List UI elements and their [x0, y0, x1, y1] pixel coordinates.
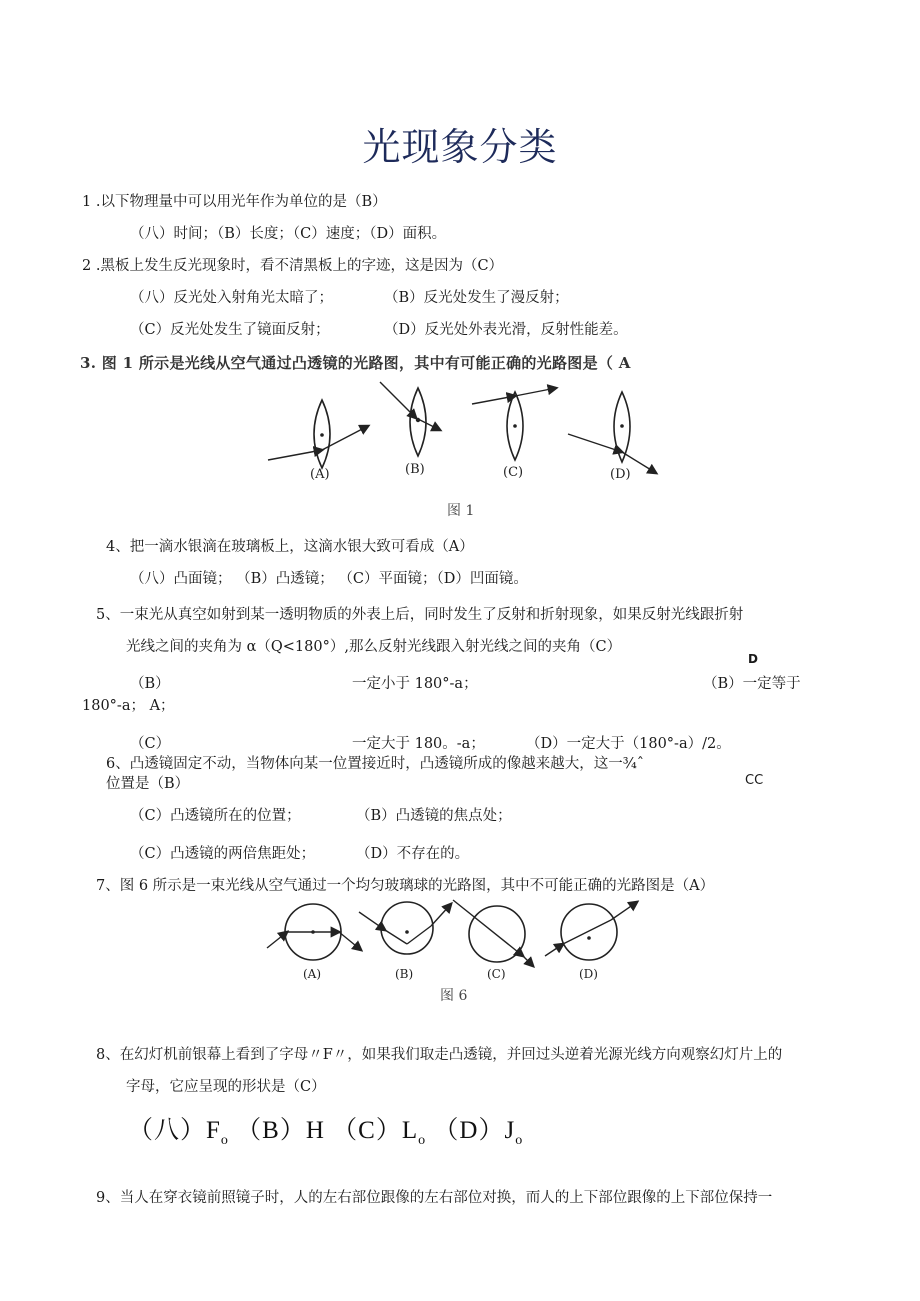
question-6-mark: CC: [745, 773, 764, 788]
figure-1-label-b: (B): [405, 462, 425, 477]
figure-1-lens-b: [380, 382, 440, 456]
question-2-option-a: （八）反光处入射角光太暗了；: [130, 290, 333, 306]
figure-1-lens-c: [472, 388, 556, 460]
figure-6-sphere-d: [545, 902, 637, 960]
question-8-options: [128, 1110, 523, 1149]
question-6-option-d: （D）不存在的。: [356, 846, 470, 862]
figure-1-lens-a: [268, 400, 368, 468]
figure-6-sphere-c: [453, 900, 533, 966]
figure-1-label-d: (D): [610, 467, 631, 482]
option-b-letter: H: [305, 1117, 325, 1144]
question-5-continuation: 180°-a； A；: [82, 698, 175, 714]
figure-6-label-a: (A): [303, 967, 322, 981]
figure-6-label-d: (D): [579, 967, 598, 981]
option-c-label: （C）: [332, 1117, 402, 1144]
figure-1-label-c: (C): [503, 465, 524, 480]
option-a-label: （八）: [128, 1117, 207, 1144]
question-5-option-b-label: （B）: [130, 676, 170, 692]
question-6-line-2: 位置是（B）: [106, 776, 190, 792]
figure-1-label-a: (A): [310, 467, 330, 482]
figure-6-label-c: (C): [487, 967, 506, 981]
question-7: 7、图 6 所示是一束光线从空气通过一个均匀玻璃球的光路图，其中不可能正确的光路图是（A）: [96, 878, 715, 894]
figure-6-sphere-b: [359, 902, 451, 954]
option-b-label: （B）: [236, 1117, 306, 1144]
question-5-mark: D: [748, 652, 758, 666]
question-8-line-1: 8、在幻灯机前银幕上看到了字母〃F〃，如果我们取走凸透镜，并回过头逆着光源光线方向观察幻灯片上的: [96, 1047, 783, 1063]
question-2-option-c: （C）反光处发生了镜面反射；: [130, 322, 330, 338]
figure-6: [265, 898, 645, 988]
figure-6-caption: 图 6: [440, 988, 468, 1004]
option-c-letter: L: [401, 1117, 419, 1144]
option-d-sub: o: [515, 1133, 524, 1148]
question-2: 2 .黑板上发生反光现象时，看不清黑板上的字迹，这是因为（C）: [82, 258, 504, 274]
question-5-option-b-text: 一定小于 180°-a；: [352, 676, 478, 692]
question-3: 3. 图 1 所示是光线从空气通过凸透镜的光路图，其中有可能正确的光路图是（ A: [80, 354, 631, 372]
question-9: 9、当人在穿衣镜前照镜子时，人的左右部位跟像的左右部位对换，而人的上下部位跟像的上下部位保持一: [96, 1190, 773, 1206]
figure-1: [260, 378, 670, 488]
question-5-option-b2: （B）一定等于: [703, 676, 801, 692]
question-6-option-b: （B）凸透镜的焦点处；: [356, 808, 512, 824]
question-5-line-2: 光线之间的夹角为 α（Q<180°）,那么反射光线跟入射光线之间的夹角（C）: [126, 639, 622, 655]
question-4-options: （八）凸面镜； （B）凸透镜； （C）平面镜；（D）凹面镜。: [130, 571, 528, 587]
question-5-option-d: （D）一定大于（180°-a）/2。: [526, 736, 731, 752]
option-d-letter: J: [504, 1117, 516, 1144]
page-title: 光现象分类: [362, 125, 558, 169]
question-2-option-d: （D）反光处外表光滑，反射性能差。: [384, 322, 628, 338]
option-a-sub: o: [220, 1133, 229, 1148]
figure-1-lens-d: [568, 392, 656, 473]
question-2-option-b: （B）反光处发生了漫反射；: [384, 290, 569, 306]
option-c-sub: o: [418, 1133, 427, 1148]
question-1: 1 .以下物理量中可以用光年作为单位的是（B）: [82, 194, 387, 210]
option-d-label: （D）: [433, 1117, 505, 1144]
figure-6-label-b: (B): [395, 967, 414, 981]
question-4: 4、把一滴水银滴在玻璃板上，这滴水银大致可看成（A）: [106, 539, 474, 555]
question-6-line-1: 6、凸透镜固定不动，当物体向某一位置接近时，凸透镜所成的像越来越大，这一¾ˆ: [106, 756, 645, 772]
question-1-options: （八）时间；（B）长度；（C）速度；（D）面积。: [130, 226, 447, 242]
question-6-option-a: （C）凸透镜所在的位置；: [130, 808, 301, 824]
question-5-line-1: 5、一束光从真空如射到某一透明物质的外表上后，同时发生了反射和折射现象，如果反射光线跟折射: [96, 607, 744, 623]
figure-1-caption: 图 1: [447, 503, 475, 519]
option-a-letter: F: [206, 1117, 221, 1144]
question-8-line-2: 字母，它应呈现的形状是（C）: [126, 1079, 326, 1095]
question-5-option-c-text: 一定大于 180。-a；: [352, 736, 485, 752]
figure-6-sphere-a: [267, 904, 361, 960]
question-6-option-c: （C）凸透镜的两倍焦距处；: [130, 846, 316, 862]
question-5-option-c-label: （C）: [130, 736, 171, 752]
